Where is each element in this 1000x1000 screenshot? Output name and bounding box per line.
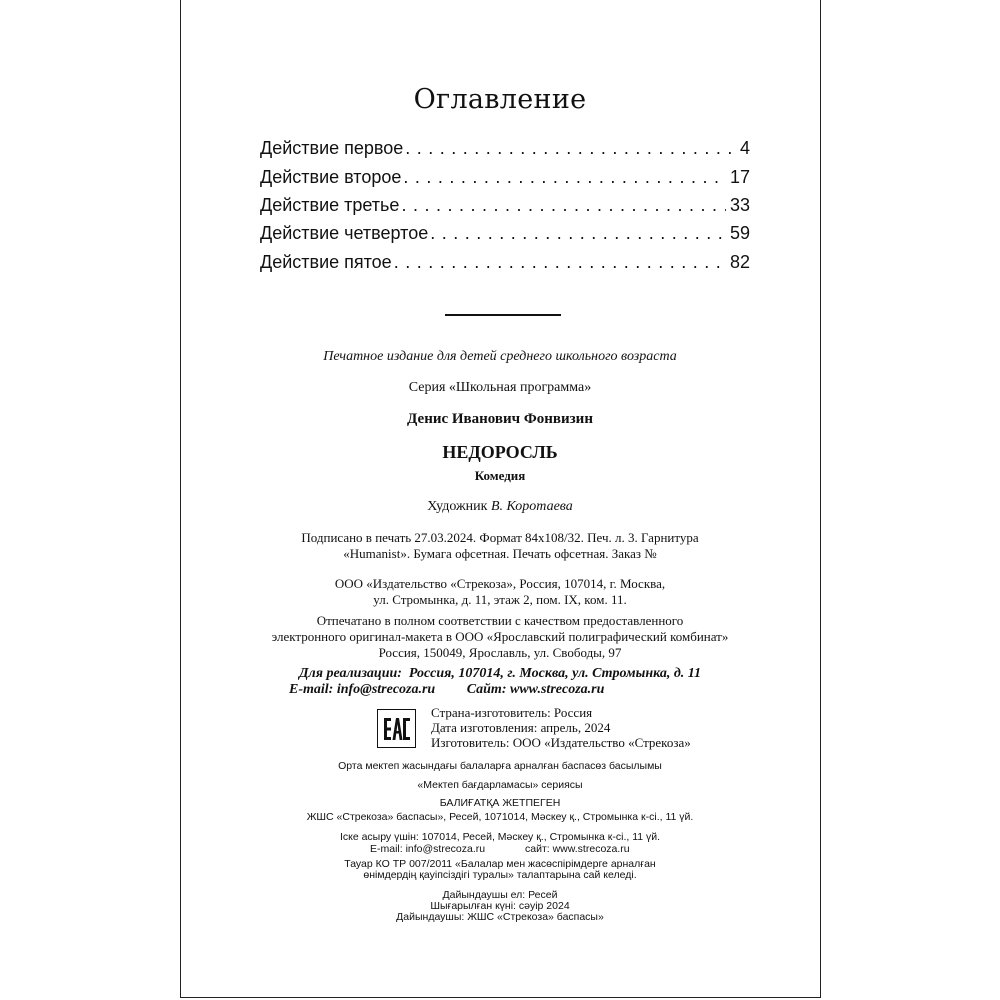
kz-date: Шығарылған күні: сәуір 2024 (430, 900, 570, 912)
toc-entry (260, 167, 750, 188)
toc-leader-dots (403, 167, 726, 188)
kz-regulation-line: өнімдердің қауіпсіздігі туралы» талаптарына сай келеді. (363, 869, 637, 881)
series-line: Серия «Школьная программа» (408, 380, 592, 395)
kz-manufacturer: Дайындаушы: ЖШС «Стрекоза» баспасы» (396, 911, 604, 923)
toc-entry-page: 17 (729, 167, 750, 187)
print-details-line: «Humanist». Бумага офсетная. Печать офсетная. Заказ № (343, 546, 657, 561)
kz-series-line: «Мектеп бағдарламасы» сериясы (417, 779, 583, 791)
toc-entry-label: Действие второе (260, 167, 402, 187)
printing-house-line: Россия, 150049, Ярославль, ул. Свободы, 97 (378, 645, 622, 660)
kz-edition-note: Орта мектеп жасындағы балаларға арналған баспасөз басылымы (338, 760, 662, 772)
kz-sales-address: Іске асыру үшін: 107014, Ресей, Мәскеу қ., Стромынка к-сі., 11 үй. (339, 831, 661, 843)
contacts-line: E-mail: info@strecoza.ru Сайт: www.strecoza.ru (289, 682, 605, 697)
toc-entry-label: Действие четвертое (260, 223, 429, 243)
toc-leader-dots (401, 195, 726, 216)
toc-heading: Оглавление (413, 84, 587, 115)
book-title: НЕДОРОСЛЬ (442, 442, 558, 462)
eac-logo-icon (382, 714, 412, 744)
publisher-address-line: ул. Стромынка, д. 11, этаж 2, пом. IX, ком. 11. (373, 592, 627, 607)
toc-entry-page: 82 (729, 252, 750, 272)
kz-age-note: БАЛИҒАТҚА ЖЕТПЕГЕН (439, 797, 561, 809)
publisher-address-line: ООО «Издательство «Стрекоза», Россия, 107014, г. Москва, (334, 576, 666, 591)
toc-entry-page: 33 (729, 195, 750, 215)
eac-mark-icon (377, 709, 416, 748)
author-name: Денис Иванович Фонвизин (407, 411, 593, 427)
section-divider (445, 314, 561, 316)
toc-entry-label: Действие пятое (260, 252, 392, 272)
toc-entry-page: 4 (739, 138, 750, 158)
toc-entry-label: Действие первое (260, 138, 404, 158)
toc-entry (260, 195, 750, 216)
kz-email: E-mail: info@strecoza.ru (370, 843, 486, 855)
edition-note: Печатное издание для детей среднего школьного возраста (323, 349, 677, 364)
sales-address: Для реализации: Россия, 107014, г. Москва, ул. Стромынка, д. 11 (298, 666, 702, 681)
printing-house-line: Отпечатано в полном соответствии с качеством предоставленного (316, 613, 684, 628)
kz-country: Дайындаушы ел: Ресей (442, 889, 558, 901)
toc-entry-page: 59 (729, 223, 750, 243)
kz-regulation-line: Тауар КО ТР 007/2011 «Балалар мен жасөспірімдерге арналған (344, 858, 656, 870)
book-genre: Комедия (474, 468, 526, 483)
print-details-line: Подписано в печать 27.03.2024. Формат 84x108/32. Печ. л. 3. Гарнитура (301, 530, 699, 545)
toc-entry-label: Действие третье (260, 195, 400, 215)
kz-site: сайт: www.strecoza.ru (525, 843, 630, 855)
artist-name: В. Коротаева (490, 499, 573, 514)
country-of-origin: Страна-изготовитель: Россия (431, 705, 593, 720)
printing-house-line: электронного оригинал-макета в ООО «Ярославский полиграфический комбинат» (271, 629, 729, 644)
toc-entry (260, 223, 750, 244)
artist-line (0, 499, 1000, 515)
toc-leader-dots (405, 138, 736, 159)
toc-leader-dots (430, 223, 726, 244)
kz-publisher: ЖШС «Стрекоза» баспасы», Ресей, 1071014, Мәскеу қ., Стромынка к-сі., 11 үй. (306, 811, 694, 823)
toc-entry (260, 138, 750, 159)
toc-entry (260, 252, 750, 273)
artist-label: Художник (427, 499, 488, 514)
manufacturer: Изготовитель: ООО «Издательство «Стрекоза» (431, 735, 691, 750)
toc-leader-dots (394, 252, 726, 273)
manufacture-date: Дата изготовления: апрель, 2024 (431, 720, 611, 735)
